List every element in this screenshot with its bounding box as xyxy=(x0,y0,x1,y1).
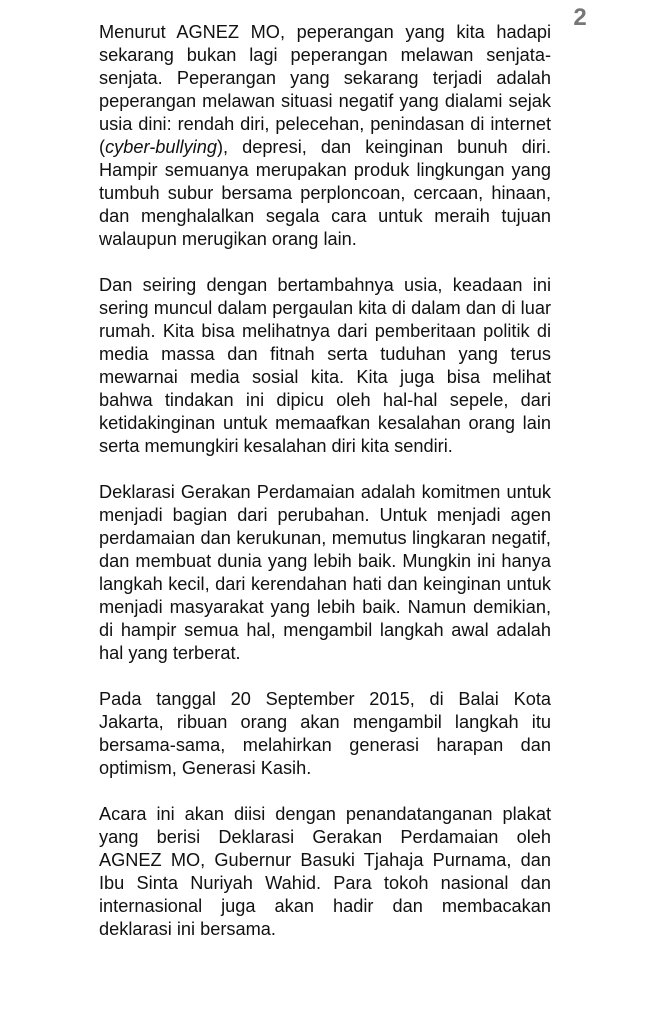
paragraph-peace-declaration: Deklarasi Gerakan Perdamaian adalah komitmen untuk menjadi bagian dari perubahan. Untuk menjadi agen perdamaian dan kerukunan, memutus lingkaran negatif, dan membuat dunia yang lebih baik. Mungkin ini hanya langkah kecil, dari kerendahan hati dan keinginan untuk menjadi masyarakat yang lebih baik. Namun demikian, di hampir semua hal, mengambil langkah awal adalah hal yang terberat. xyxy=(99,482,551,663)
paragraph-age-and-society: Dan seiring dengan bertambahnya usia, keadaan ini sering muncul dalam pergaulan kita di dalam dan di luar rumah. Kita bisa melihatnya dari pemberitaan politik di media massa dan fitnah serta tuduhan yang terus mewarnai media sosial kita. Kita juga bisa melihat bahwa tindakan ini dipicu oleh hal-hal sepele, dari ketidakinginan untuk memaafkan kesalahan orang lain serta memungkiri kesalahan diri kita sendiri. xyxy=(99,275,551,456)
paragraph-1-text-start: Menurut AGNEZ MO, peperangan yang kita hadapi sekarang bukan lagi peperangan melawan senjata-senjata. Peperangan yang sekarang terjadi adalah peperangan melawan situasi negatif yang dialami sejak usia dini: rendah diri, pelecehan, penindasan di internet ( xyxy=(99,22,551,157)
paragraph-1-text-end: ), depresi, dan keinginan bunuh diri. Hampir semuanya merupakan produk lingkungan yang tumbuh subur bersama perploncoan, cercaan, hinaan, dan menghalalkan segala cara untuk meraih tujuan walaupun merugikan orang lain. xyxy=(99,137,551,249)
paragraph-event-date: Pada tanggal 20 September 2015, di Balai Kota Jakarta, ribuan orang akan mengambil langkah itu bersama-sama, melahirkan generasi harapan dan optimism, Generasi Kasih. xyxy=(99,689,551,778)
paragraph-signing-ceremony: Acara ini akan diisi dengan penandatanganan plakat yang berisi Deklarasi Gerakan Perdamaian oleh AGNEZ MO, Gubernur Basuki Tjahaja Purnama, dan Ibu Sinta Nuriyah Wahid. Para tokoh nasional dan internasional juga akan hadir dan membacakan deklarasi ini bersama. xyxy=(99,804,551,939)
paragraph-agnez-mo-warfare xyxy=(99,21,551,251)
cyber-bullying-term: cyber-bullying xyxy=(105,137,217,157)
document-body xyxy=(99,21,551,941)
page-number: 2 xyxy=(573,4,587,31)
